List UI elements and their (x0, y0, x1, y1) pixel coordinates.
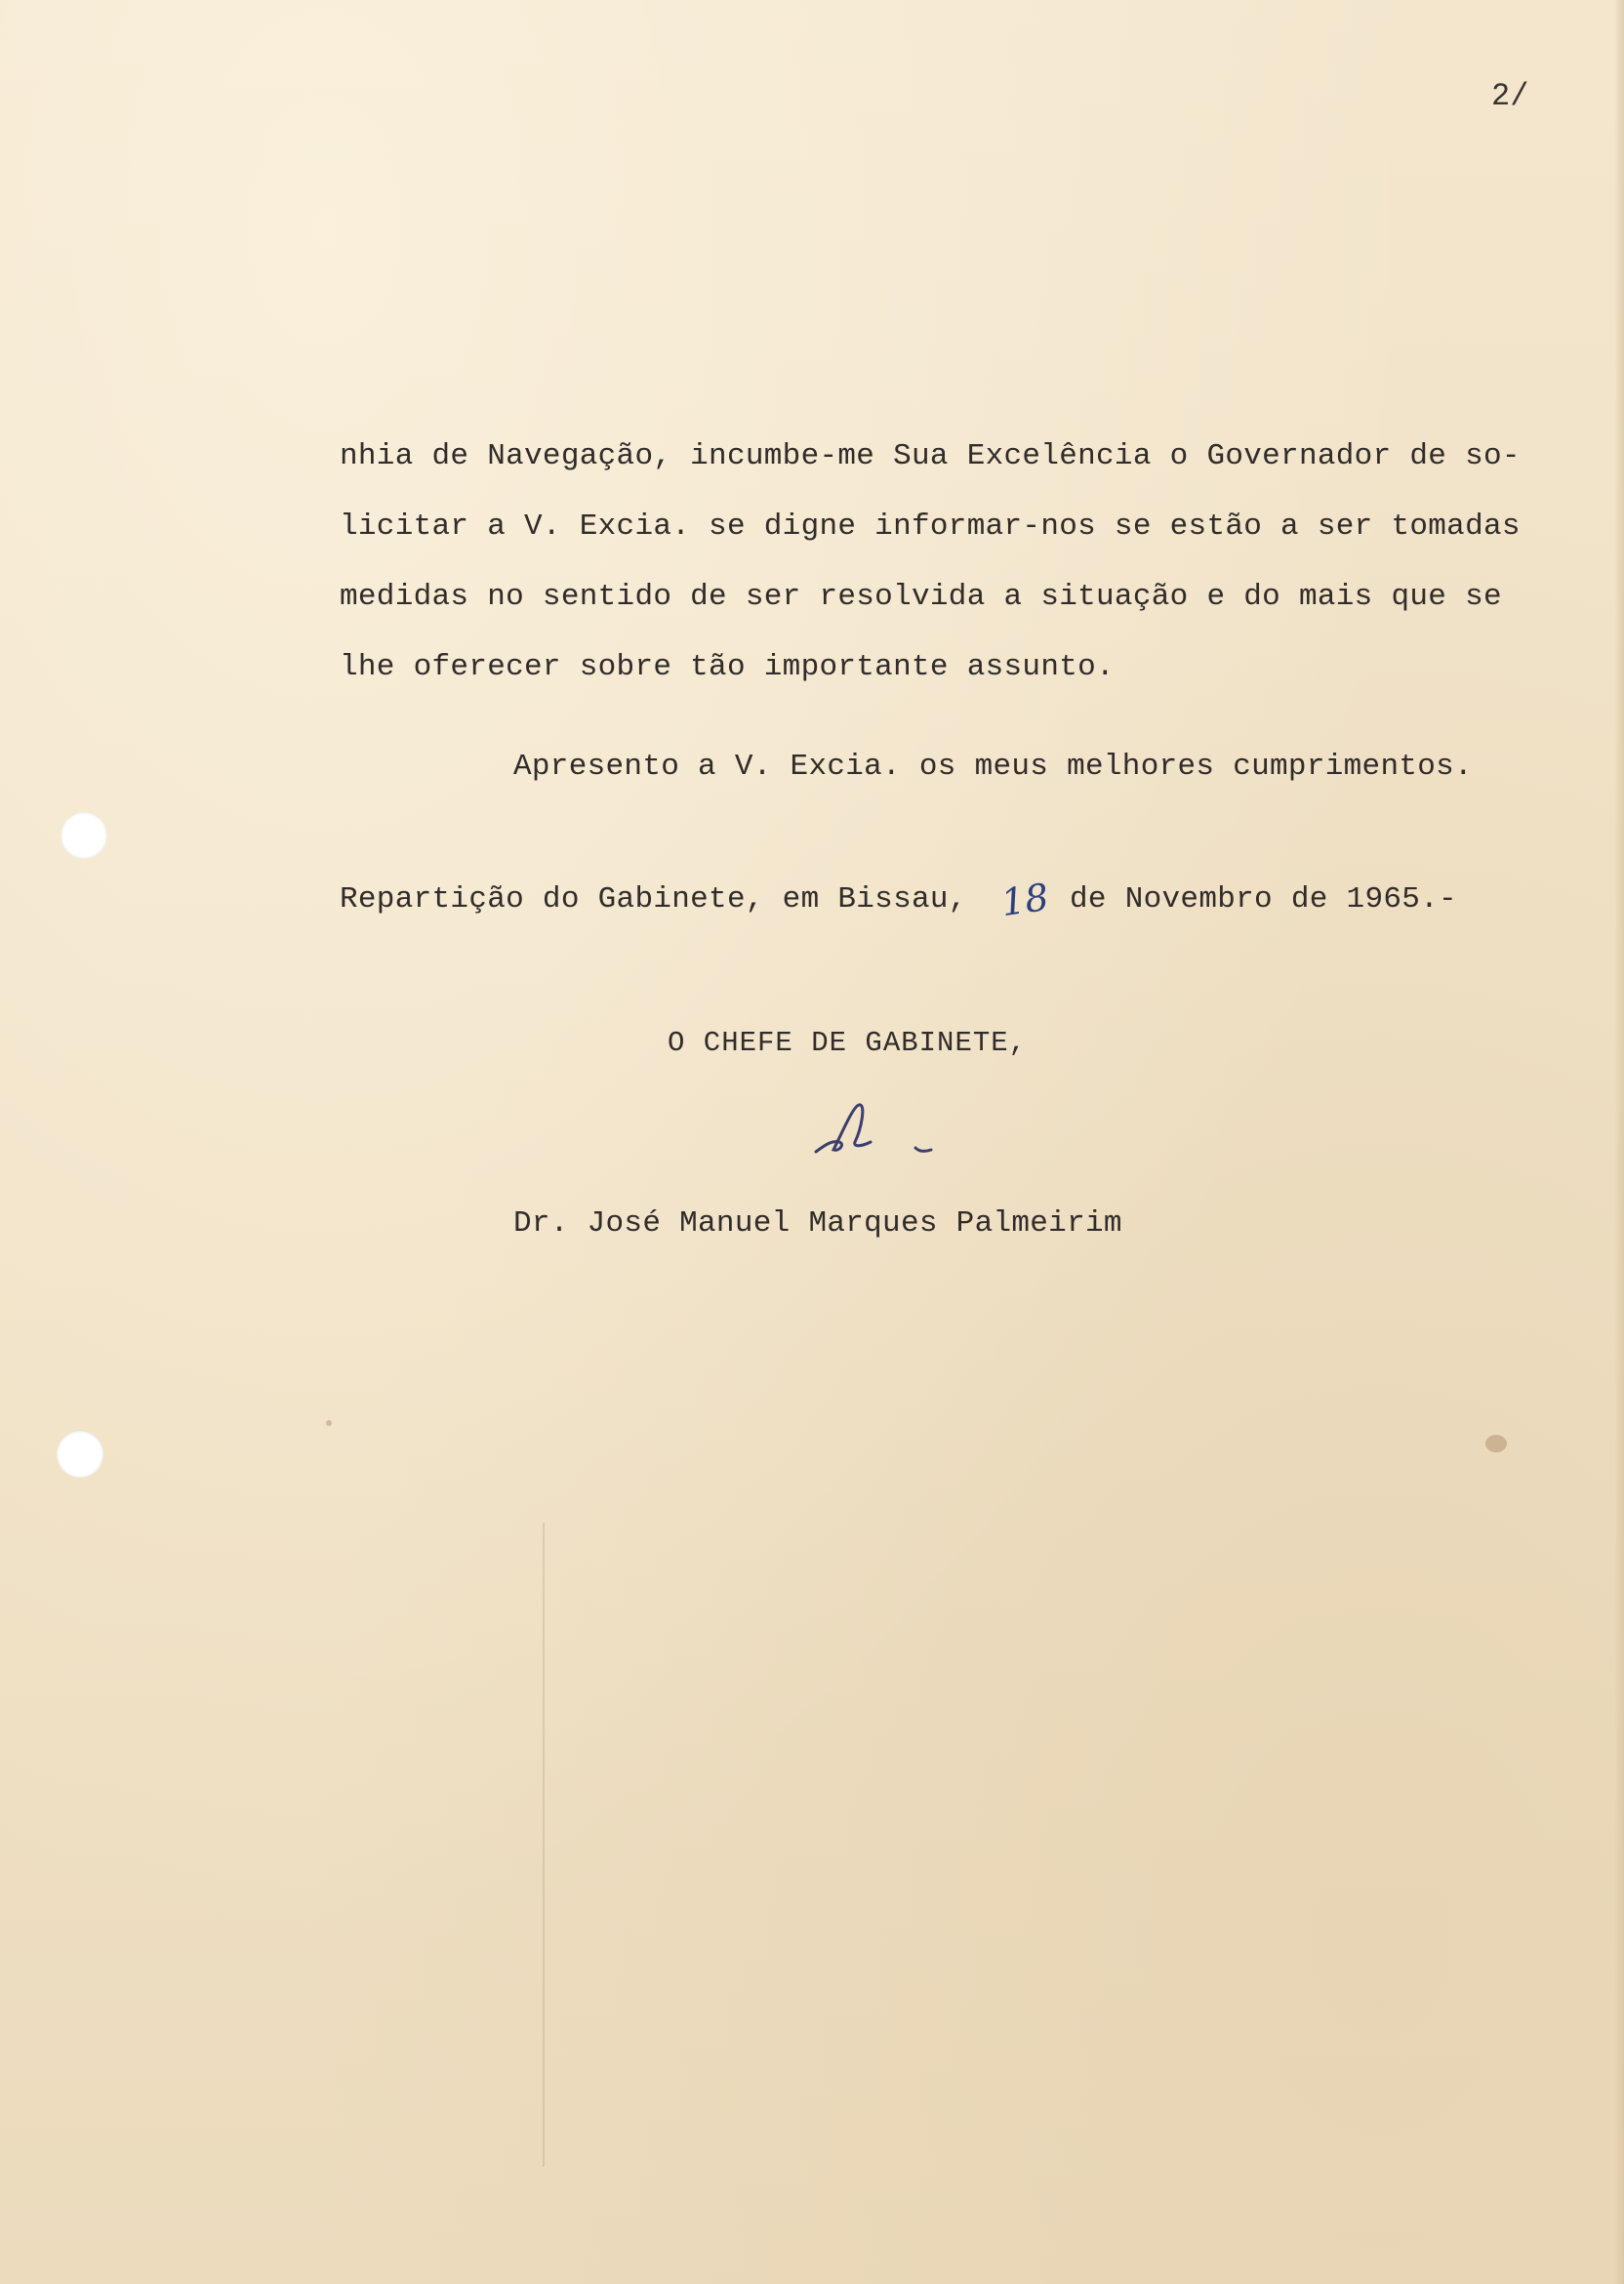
handwritten-signature (810, 1091, 947, 1179)
punch-hole-bottom (57, 1431, 103, 1478)
paper-speck (326, 1420, 332, 1426)
punch-hole-top (61, 812, 107, 859)
body-line-4: lhe oferecer sobre tão importante assunto. (340, 650, 1115, 684)
page-number: 2/ (1491, 78, 1529, 114)
paper-stain (1485, 1435, 1507, 1452)
paper-edge (1614, 0, 1624, 2284)
body-line-1: nhia de Navegação, incumbe-me Sua Excelência o Governador de so- (340, 439, 1521, 473)
place-date-suffix: de Novembro de 1965.- (1070, 882, 1457, 917)
closing-line: Apresento a V. Excia. os meus melhores cumprimentos. (513, 750, 1473, 784)
signer-name: Dr. José Manuel Marques Palmeirim (513, 1206, 1122, 1241)
place-date-prefix: Repartição do Gabinete, em Bissau, (340, 882, 967, 917)
signatory-title: O CHEFE DE GABINETE, (668, 1027, 1028, 1059)
body-line-3: medidas no sentido de ser resolvida a situação e do mais que se (340, 580, 1502, 614)
paper-crease (543, 1523, 545, 2167)
handwritten-day: 18 (998, 875, 1052, 925)
body-line-2: licitar a V. Excia. se digne informar-nos se estão a ser tomadas (340, 510, 1521, 544)
